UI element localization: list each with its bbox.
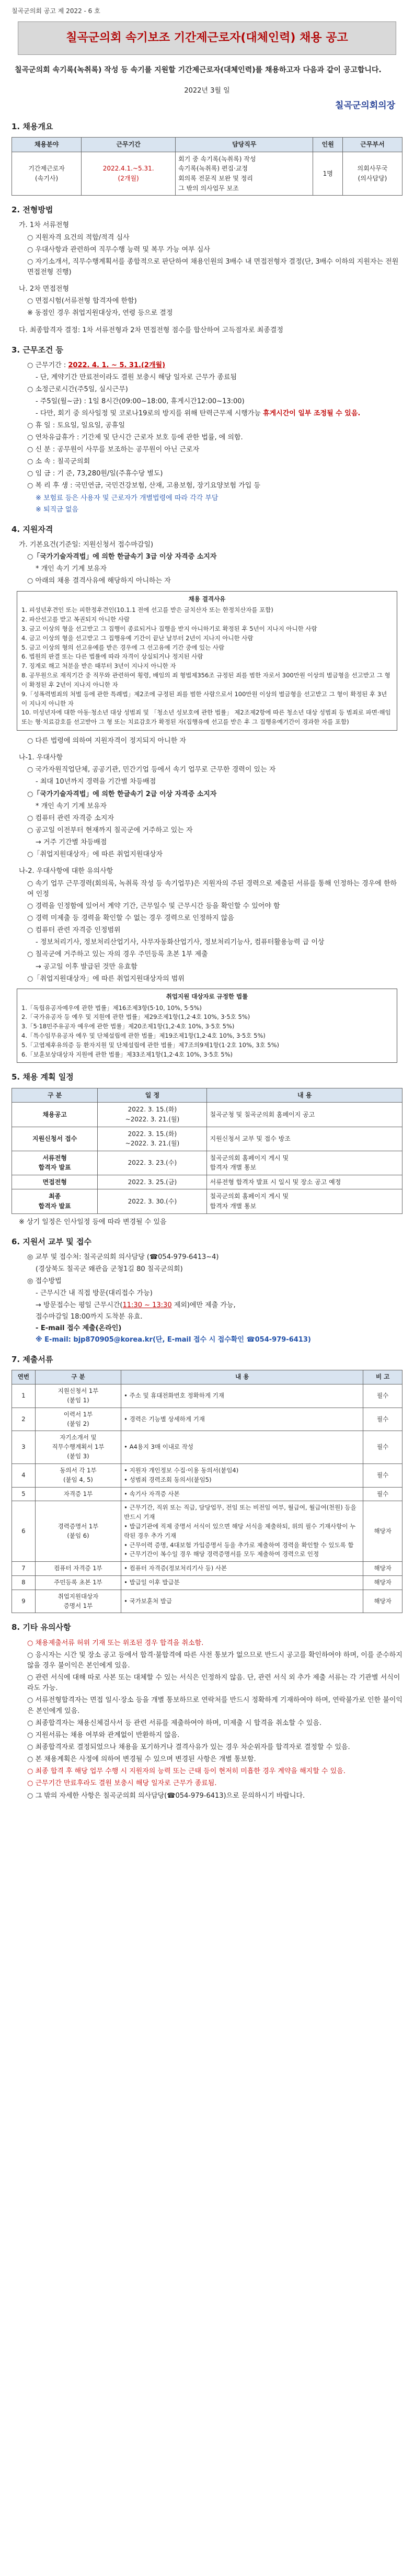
list-item: ○ 최종합격자로 결정되었으나 채용을 포기하거나 결격사유가 있는 경우 차순위자를 합격자로 결정할 수 있음. (27, 1743, 350, 1751)
list-item: 1. 피성년후견인 또는 피한정후견인(10.1.1 전에 선고를 받은 금치산자 또는 한정치산자를 포함) (21, 606, 273, 614)
text-line: ○ 공고일 이전부터 현재까지 칠곡군에 거주하고 있는 자 (27, 826, 193, 834)
table-row: 5 자격증 1부 • 속기사 자격증 사본 필수 (12, 1487, 402, 1501)
text-line: 나-2. 우대사항에 대한 유의사항 (19, 867, 113, 876)
text-line: ○ 국가자원직업단체, 공공기관, 민간기업 등에서 속기 업무로 근무한 경력이 있는 자 (27, 766, 276, 774)
list-item: 6.「보훈보상대상자 지원에 관한 법률」제33조제1항(1,2·4호 10%, 3·5호 5%) (21, 1050, 233, 1058)
text-line: ○「국가기술자격법」에 의한 한글속기 3급 이상 자격증 소지자 (27, 553, 217, 561)
text-line: ○ 근무기간 : 2022. 4. 1. ~ 5. 31.(2개월) (27, 361, 166, 369)
text-line: ○ 지원자격 요건의 적합/적격 심사 (27, 233, 130, 242)
section-2-heading: 2. 전형방법 (12, 205, 53, 215)
text-line: - 최대 10년까지 경력을 기간별 차등배점 (36, 778, 156, 786)
schedule-header: 일 정 (98, 1088, 207, 1103)
table-row: 1 지원신청서 1부 (붙임 1) • 주소 및 휴대전화번호 정확하게 기재 필수 (12, 1385, 402, 1408)
text-line: (경상북도 칠곡군 왜관읍 군청1길 80 칠곡군의회) (36, 1265, 183, 1274)
section-7-heading: 7. 제출서류 (12, 1355, 53, 1365)
list-item: ○ 근무기간 만료후라도 결원 보충시 해당 일자로 근무가 종료됨. (27, 1779, 217, 1788)
text-line: 나. 2차 면접전형 (19, 285, 70, 293)
text-line: ○ 아래의 채용 결격사유에 해당하지 아니하는 자 (27, 577, 171, 585)
text-line: - 다만, 회기 중 의사일정 및 코로나19로의 방지를 위해 탄력근무제 시행가능 휴게시간이 일부 조정될 수 있음. (36, 409, 361, 417)
text-line: ◎ 접수방법 (27, 1277, 62, 1286)
text-line: ○ 자기소개서, 직무수행계획서를 종합적으로 판단하여 채용인원의 3배수 내 면접전형자 결정(단, 3배수 이하의 지원자는 전원 면접전형 진행) (27, 257, 399, 276)
list-item: ○ 최종 합격 후 해당 업무 수행 시 지원자의 능력 또는 근태 등이 현저히 미흡한 경우 계약을 해지할 수 있음. (27, 1767, 346, 1776)
text-line: 가. 기본요건(기준일: 지원신청서 접수마감일) (19, 541, 154, 549)
overview-cell: 1명 (313, 152, 343, 195)
schedule-table (12, 1088, 402, 1214)
text-line: ○ 임 금 : 기 준, 73,280원/일(주휴수당 별도) (27, 470, 163, 478)
list-item: 3.「5·18민주유공자 예우에 관한 법률」제20조제1항(1,2·4호 10%, 3·5호 5%) (21, 1023, 235, 1030)
table-row (12, 1189, 402, 1213)
list-item: 10. 미성년자에 대한 아동·청소년 대상 성범죄 및 「청소년 성보호에 관한 법률」 제2조제2항에 따른 청소년 대상 성범죄 등 범죄로 파면·해임 또는 형·치료감호를 선고받아 그 형 또는 치료감호가 확정된 자(집행유예 선고를 받은 후 그 집행유예기간이 경과한 자를 포함) (21, 709, 391, 726)
overview-cell: 기간제근로자 (속기사) (12, 152, 82, 195)
text-line: ○ 컴퓨터 관련 자격증 인정범위 (27, 926, 121, 935)
documents-header: 구 분 (35, 1370, 121, 1385)
overview-header: 근무기간 (82, 138, 176, 152)
overview-cell: 2022.4.1.~5.31. (2개월) (82, 152, 176, 195)
lunch-time: 11:30 ~ 13:30 (122, 1301, 172, 1309)
text-line: ○ 면접시험(서류전형 합격자에 한함) (27, 297, 137, 305)
text-line: - E-mail 접수 제출(온라인) (36, 1324, 122, 1332)
section-5-heading: 5. 채용 계획 일정 (12, 1072, 74, 1082)
text-line: ○ 컴퓨터 관련 자격증 소지자 (27, 814, 114, 822)
text-line: 나-1. 우대사항 (19, 754, 63, 762)
disqualification-box (17, 591, 397, 731)
table-row: 2 이력서 1부 (붙임 2) • 경력은 기능별 상세하게 기재 필수 (12, 1408, 402, 1431)
list-item: 5.「고엽제후유의증 등 환자지원 및 단체설립에 관한 법률」제7조의9제1항(1·2호 10%, 3호 5%) (21, 1041, 280, 1049)
signer: 칠곡군의회의장 (335, 100, 395, 111)
text-line: ○ 휴 일 : 토요일, 일요일, 공휴일 (27, 421, 125, 429)
text-line: ○ 경력을 인정함에 있어서 계약 기간, 근무일수 및 근무시간 등을 확인할 수 있어야 함 (27, 902, 280, 910)
table-row (12, 1127, 402, 1151)
highlight-note: 휴게시간이 일부 조정될 수 있음. (263, 409, 361, 417)
text-line: ○ 소 속 : 칠곡군의회 (27, 458, 90, 466)
table-row: 6 경력증명서 1부 (붙임 6) • 근무기간, 직위 또는 직급, 담당업무, 전임 또는 비전임 여부, 월급여, 월급여(천원) 등을 반드시 기재 • 발급기관에 직제 중명서 서식이 있으면 해당 서식을 제출하되, 위의 필수 기재사항이 누락된 경우 추가 기재 • 근무이력 증명, 4대보험 가입증명서 등을 추가로 제출하여 경력을 확인할 수 있도록 함 • 근무기간이 복수일 경우 해당 경력증명서를 모두 제출하여 경력으로 인정 해당자 (12, 1501, 402, 1562)
schedule-cell: 2022. 3. 23.(수) (98, 1151, 207, 1175)
section-6-heading: 6. 지원서 교부 및 접수 (12, 1236, 91, 1246)
schedule-cell: 칠곡군의회 홈페이지 게시 및 합격자 개별 통보 (207, 1189, 402, 1213)
table-row (12, 1103, 402, 1127)
table-row (12, 1151, 402, 1175)
text-line: ○「취업지원대상자」에 따른 취업지원대상자의 범위 (27, 974, 185, 983)
text-line: → 공고일 이후 발급된 것만 유효함 (36, 962, 137, 971)
table-row (12, 1175, 402, 1189)
list-item: 2. 파산선고를 받고 복권되지 아니한 사람 (21, 616, 130, 623)
list-item: 1.「독립유공자예우에 관한 법률」제16조제3항(5·10, 10%, 5·5%) (21, 1004, 202, 1012)
text-line: ○ 복 리 후 생 : 국민연금, 국민건강보험, 산재, 고용보험, 장기요양보험 가입 등 (27, 482, 261, 490)
schedule-cell: 최종 합격자 발표 (12, 1189, 98, 1213)
list-item: 2.「국가유공자 등 예우 및 지원에 관한 법률」제29조제1항(1,2·4호 10%, 3·5호 5%) (21, 1013, 250, 1021)
text-line: ○「국가기술자격법」에 의한 한글속기 2급 이상 자격증 소지자 (27, 790, 217, 798)
text-line: ※ 보험료 등은 사용자 및 근로자가 개별법령에 따라 각각 부담 (36, 494, 218, 502)
list-item: 5. 금고 이상의 형의 선고유예를 받은 경우에 그 선고유예 기간 중에 있는 사람 (21, 643, 225, 651)
text-line: ※ 상기 일정은 인사일정 등에 따라 변경될 수 있음 (19, 1218, 167, 1226)
text-line: 접수마감일 18:00까지 도착분 유효. (36, 1312, 143, 1321)
page-title: 칠곡군의회 속기보조 기간제근로자(대체인력) 채용 공고 (18, 21, 396, 55)
employment-support-box (17, 989, 397, 1063)
overview-header: 인원 (313, 138, 343, 152)
overview-header: 근무부서 (342, 138, 402, 152)
table-row: 3 자기소개서 및 직무수행계획서 1부 (붙임 3) • A4용지 3매 이내로 작성 필수 (12, 1431, 402, 1463)
schedule-cell: 2022. 3. 15.(화) ~2022. 3. 21.(월) (98, 1103, 207, 1127)
documents-table (12, 1370, 402, 1613)
overview-header: 담당직무 (176, 138, 313, 152)
intro-text: 칠곡군의회 속기록(녹취록) 작성 등 속기를 지원할 기간제근로자(대체인력)를 채용하고자 다음과 같이 공고합니다. (15, 65, 382, 74)
text-line: - 단, 계약기간 만료전이라도 결원 보충시 해당 일자로 근무가 종료됨 (36, 373, 237, 382)
list-item: ○ 관련 서식에 대해 따로 사본 또는 대체할 수 있는 서식은 인정하지 않음. 단, 관련 서식 외 추가 제출 서류는 각 기관별 서식이라도 가능. (27, 1674, 400, 1693)
documents-header: 내 용 (121, 1370, 363, 1385)
list-item: ○ 본 채용계획은 사정에 의하여 변경될 수 있으며 변경된 사항은 개별 통보함. (27, 1755, 256, 1764)
email-contact: ※ E-mail: bjp870905@korea.kr(단, E-mail 접수 시 접수확인 ☎054-979-6413) (36, 1336, 311, 1344)
text-line: 다. 최종합격자 결정: 1차 서류전형과 2차 면접전형 점수를 합산하여 고득점자로 최종결정 (19, 326, 283, 334)
schedule-cell: 면접전형 (12, 1175, 98, 1189)
text-line: * 개인 속기 기계 보유자 (36, 565, 107, 573)
overview-cell: 회기 중 속기록(녹취록) 작성 속기록(녹취록) 편집·교정 회의록 전문직 보완 및 정리 그 밖의 의사업무 보조 (176, 152, 313, 195)
section-1-heading: 1. 채용개요 (12, 121, 53, 131)
text-line: ○ 소정근로시간(주5일, 실시근무) (27, 385, 128, 394)
text-line: * 개인 속기 기계 보유자 (36, 802, 107, 810)
text-line: ※ 동점인 경우 취업지원대상자, 연령 등으로 결정 (27, 309, 173, 317)
text-line: ○ 신 분 : 공무원이 사무를 보조하는 공무원이 아닌 근로자 (27, 445, 200, 453)
schedule-cell: 서류전형 합격자 발표 (12, 1151, 98, 1175)
list-item: ○ 서류전형합격자는 면접 일시·장소 등을 개별 통보하므로 연락처를 반드시 정확하게 기재하여야 하며, 연락불가로 인한 불이익은 본인에게 있음. (27, 1696, 402, 1715)
overview-cell: 의회사무국 (의사담당) (342, 152, 402, 195)
schedule-cell: 2022. 3. 15.(화) ~2022. 3. 21.(월) (98, 1127, 207, 1151)
schedule-header: 구 분 (12, 1088, 98, 1103)
list-item: 9.「성폭력범죄의 처벌 등에 관한 특례법」제2조에 규정된 죄를 범한 사람으로서 100만원 이상의 벌금형을 선고받고 그 형이 확정된 후 3년이 지나지 아니한 자 (21, 690, 387, 707)
work-period: 2022. 4. 1. ~ 5. 31.(2개월) (68, 361, 166, 369)
list-item: 6. 법원의 판결 또는 다른 법률에 따라 자격이 상실되거나 정지된 사람 (21, 653, 203, 661)
employment-support-title: 취업지원 대상자로 규정한 법률 (166, 992, 248, 1000)
section-3-heading: 3. 근무조건 등 (12, 345, 64, 355)
list-item: 3. 금고 이상의 형을 선고받고 그 집행이 종료되거나 집행을 받지 아니하기로 확정된 후 5년이 지나지 아니한 사람 (21, 625, 317, 633)
text-line: ○ 연차유급휴가 : 기간제 및 단시간 근로자 보호 등에 관한 법률, 에 의함. (27, 433, 243, 441)
schedule-cell: 서류전형 합격자 발표 시 일시 및 장소 공고 예정 (207, 1175, 402, 1189)
text-line: - 근무시간 내 직접 방문(대리접수 가능) (36, 1289, 153, 1298)
text-line: ○ 속기 업무 근무경력(회의록, 녹취록 작성 등 속기업무)은 지원자의 주된 경력으로 제출된 서류를 통해 인정하는 경우에 한하여 인정 (27, 879, 397, 898)
overview-table (12, 137, 402, 196)
list-item: ○ 최종합격자는 채용신체검사서 등 관련 서류를 제출하여야 하며, 미제출 시 합격을 취소할 수 있음. (27, 1719, 322, 1727)
list-item: ○ 채용제출서류 허위 기재 또는 위조된 경우 합격을 취소함. (27, 1639, 204, 1647)
section-4-heading: 4. 지원자격 (12, 524, 53, 534)
text-line: ○ 우대사항과 관련하여 직무수행 능력 및 복무 가능 여부 심사 (27, 245, 210, 254)
list-item: ○ 그 밖의 자세한 사항은 칠곡군의회 의사담당(☎054-979-6413)으로 문의하시기 바랍니다. (27, 1791, 305, 1800)
list-item: 7. 징계로 해고 처분을 받은 때부터 3년이 지나지 아니한 자 (21, 662, 176, 670)
text-line: ○ 경력 미제출 등 경력을 확인할 수 없는 경우 경력으로 인정하지 않음 (27, 914, 234, 922)
list-item: 4. 금고 이상의 형을 선고받고 그 집행유예 기간이 끝난 날부터 2년이 지나지 아니한 사람 (21, 634, 254, 642)
list-item: ○ 응시자는 시간 및 장소 공고 등에서 합격·불합격에 따른 사전 통보가 없으므로 반드시 공고를 확인하여야 하며, 이를 준수하지 않을 경우 불이익은 본인에게 있음. (27, 1651, 402, 1670)
text-line: ○「취업지원대상자」에 따른 취업지원대상자 (27, 850, 163, 859)
text-line: ◎ 교부 및 접수처: 칠곡군의회 의사담당 (☎054-979-6413~4) (27, 1253, 219, 1262)
text-line: → 거주 기간별 차등배점 (36, 838, 107, 847)
schedule-cell: 2022. 3. 30.(수) (98, 1189, 207, 1213)
text-line: 가. 1차 서류전형 (19, 221, 70, 230)
table-row: 7 컴퓨터 자격증 1부 • 컴퓨터 자격증(정보처리기사 등) 사본 해당자 (12, 1562, 402, 1576)
schedule-cell: 칠곡군의회 홈페이지 게시 및 합격자 개별 통보 (207, 1151, 402, 1175)
documents-header: 비 고 (363, 1370, 402, 1385)
overview-header: 채용분야 (12, 138, 82, 152)
schedule-cell: 지원신청서 교부 및 접수 방조 (207, 1127, 402, 1151)
notice-number: 칠곡군의회 공고 제 2022 - 6 호 (12, 7, 100, 15)
notice-date: 2022년 3월 일 (184, 87, 230, 95)
schedule-cell: 채용공고 (12, 1103, 98, 1127)
text-line: ○ 칠곡군에 거주하고 있는 자의 경우 주민등록 초본 1부 제출 (27, 950, 208, 959)
list-item: 4.「특수임무유공자 예우 및 단체설립에 관한 법률」제19조제1항(1,2·4호 10%, 3·5호 5%) (21, 1032, 266, 1040)
text-line: ※ 퇴직금 없음 (36, 505, 78, 514)
section-8-heading: 8. 기타 유의사항 (12, 1622, 71, 1632)
table-row: 4 동의서 각 1부 (붙임 4, 5) • 지원자 개인정보 수집·이용 동의서(붙임4) • 성범죄 경력조회 동의서(붙임5) 필수 (12, 1463, 402, 1487)
text-line: → 방문접수는 평일 근무시간(11:30 ~ 13:30 제외)에만 제출 가능, (36, 1301, 236, 1309)
schedule-cell: 칠곡군청 및 칠곡군의회 홈페이지 공고 (207, 1103, 402, 1127)
text-line: - 정보처리기사, 정보처리산업기사, 사무자동화산업기사, 정보처리기능사, 컴퓨터활용능력 급 이상 (36, 938, 325, 947)
table-row: 8 주민등록 초본 1부 • 발급일 이후 발급분 해당자 (12, 1576, 402, 1590)
disqualification-title: 채용 결격사유 (188, 595, 226, 603)
documents-header: 연번 (12, 1370, 36, 1385)
schedule-cell: 2022. 3. 25.(금) (98, 1175, 207, 1189)
schedule-header: 내 용 (207, 1088, 402, 1103)
text-line: - 주5일(월~금) : 1일 8시간(09:00~18:00, 휴게시간12:00~13:00) (36, 398, 245, 406)
table-row: 9 취업지원대상자 증명서 1부 • 국가보훈처 발급 해당자 (12, 1590, 402, 1613)
list-item: ○ 지원서류는 채용 여부와 관계없이 반환하지 않음. (27, 1731, 180, 1739)
list-item: 8. 공무원으로 재직기간 중 직무와 관련하여 횡령, 배임의 죄 형법제356조 규정된 죄를 범한 자로서 300만원 이상의 벌금형을 선고받고 그 형이 확정된 후 2년이 지나지 아니한 자 (21, 672, 390, 688)
schedule-cell: 지원신청서 접수 (12, 1127, 98, 1151)
text-line: ○ 다른 법령에 의하여 지원자격이 정지되지 아니한 자 (27, 736, 186, 745)
